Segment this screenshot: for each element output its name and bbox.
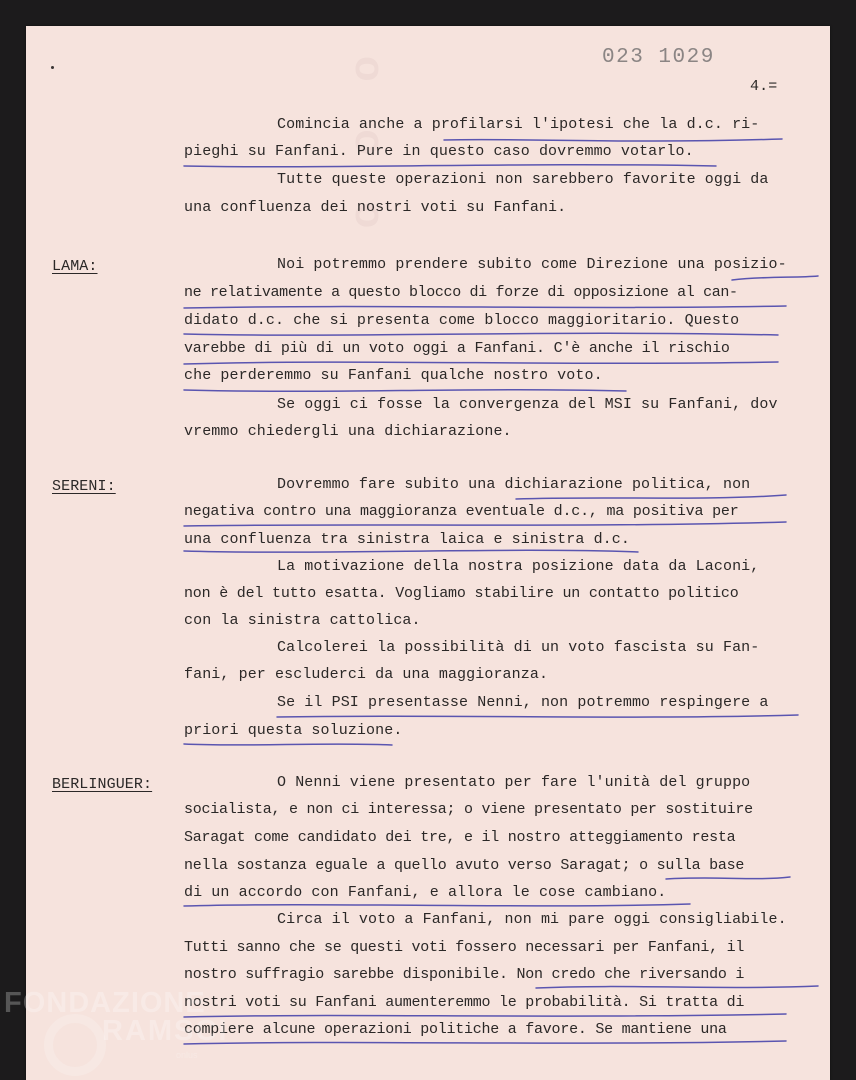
pen-underline	[184, 904, 690, 906]
text-line: priori questa soluzione.	[184, 722, 403, 739]
watermark-line3: onlus	[176, 1050, 198, 1060]
text-line: socialista, e non ci interessa; o viene presentato per sostituire	[184, 801, 753, 818]
watermark-logo-icon	[44, 1014, 106, 1076]
pen-underline	[184, 744, 392, 745]
pen-underline	[732, 276, 818, 280]
pen-underline	[184, 550, 638, 552]
text-line: fani, per escluderci da una maggioranza.	[184, 666, 549, 683]
pen-underline	[444, 139, 782, 141]
text-line: negativa contro una maggioranza eventuale d.c., ma positiva per	[184, 503, 739, 520]
text-line: una confluenza tra sinistra laica e sinistra d.c.	[184, 531, 630, 548]
text-line: Noi potremmo prendere subito come Direzione una posizio-	[277, 256, 787, 273]
speaker-sereni: SERENI:	[52, 478, 116, 495]
watermark-line1: FONDAZIONE	[4, 987, 206, 1019]
pen-underline	[184, 390, 626, 392]
pen-underline	[666, 877, 790, 879]
pen-underline	[184, 1041, 786, 1044]
text-line: O Nenni viene presentato per fare l'unità del gruppo	[277, 774, 751, 791]
page-number: 4.=	[750, 78, 778, 95]
text-line: Tutti sanno che se questi voti fossero necessari per Fanfani, il	[184, 939, 745, 956]
text-line: Dovremmo fare subito una dichiarazione politica, non	[277, 476, 751, 493]
text-line: Circa il voto a Fanfani, non mi pare oggi consigliabile.	[277, 911, 787, 928]
text-line: compiere alcune operazioni politiche a favore. Se mantiene una	[184, 1021, 727, 1038]
text-line: didato d.c. che si presenta come blocco maggioritario. Questo	[184, 312, 740, 329]
pen-underline	[277, 715, 798, 717]
text-line: nostri voti su Fanfani aumenteremmo le probabilità. Si tratta di	[184, 994, 745, 1011]
pen-underline	[536, 986, 818, 988]
text-line: Comincia anche a profilarsi l'ipotesi che la d.c. ri-	[277, 116, 760, 133]
text-line: che perderemmo su Fanfani qualche nostro voto.	[184, 367, 603, 384]
pen-underline	[184, 522, 786, 526]
text-line: ne relativamente a questo blocco di forze di opposizione al can-	[184, 284, 738, 301]
pen-underline	[184, 362, 778, 364]
text-line: con la sinistra cattolica.	[184, 612, 421, 629]
text-line: nella sostanza eguale a quello avuto verso Saragat; o sulla base	[184, 857, 745, 874]
text-line: non è del tutto esatta. Vogliamo stabilire un contatto politico	[184, 585, 739, 602]
text-line: nostro suffragio sarebbe disponibile. Non credo che riversando i	[184, 966, 745, 983]
show-through-mark: o o o	[347, 56, 394, 247]
text-line: Tutte queste operazioni non sarebbero favorite oggi da	[277, 171, 769, 188]
text-line: di un accordo con Fanfani, e allora le cose cambiano.	[184, 884, 667, 901]
text-line: La motivazione della nostra posizione data da Laconi,	[277, 558, 760, 575]
text-line: Se oggi ci fosse la convergenza del MSI su Fanfani, dov	[277, 396, 778, 413]
speaker-lama: LAMA:	[52, 258, 98, 275]
text-line: varebbe di più di un voto oggi a Fanfani. C'è anche il rischio	[184, 340, 730, 357]
archive-number: 023 1029	[602, 46, 715, 69]
text-line: Calcolerei la possibilità di un voto fascista su Fan-	[277, 639, 760, 656]
pen-underline	[184, 165, 716, 167]
margin-dot	[51, 66, 54, 69]
pen-underline	[516, 495, 786, 499]
speaker-berlinguer: BERLINGUER:	[52, 776, 153, 793]
text-line: Se il PSI presentasse Nenni, non potremmo respingere a	[277, 694, 769, 711]
text-line: una confluenza dei nostri voti su Fanfani.	[184, 199, 567, 216]
watermark-line2: RAMSCI	[102, 1015, 229, 1047]
pen-underline	[184, 1014, 786, 1017]
text-line: vremmo chiedergli una dichiarazione.	[184, 423, 512, 440]
pen-underline	[184, 333, 778, 335]
pen-underline	[184, 306, 786, 308]
document-page	[26, 26, 830, 1080]
text-line: Saragat come candidato dei tre, e il nostro atteggiamento resta	[184, 829, 736, 846]
text-line: pieghi su Fanfani. Pure in questo caso dovremmo votarlo.	[184, 143, 694, 160]
